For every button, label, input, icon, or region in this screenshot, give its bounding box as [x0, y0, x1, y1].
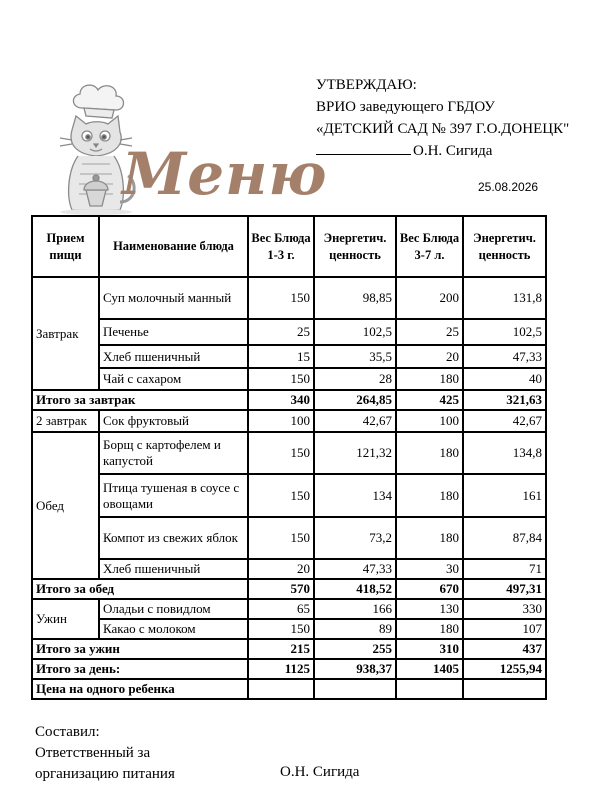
weight-1-3: 25	[248, 319, 314, 345]
energy-3-7: 102,5	[463, 319, 546, 345]
total-weight-3-7: 425	[396, 390, 463, 410]
weight-1-3: 65	[248, 599, 314, 619]
approval-title: УТВЕРЖДАЮ:	[316, 77, 417, 93]
header-meal: Прием пищи	[32, 216, 99, 277]
energy-3-7: 71	[463, 559, 546, 579]
total-label: Итого за обед	[32, 579, 248, 599]
price-cell	[314, 679, 396, 699]
weight-1-3: 150	[248, 368, 314, 390]
header-weight-1-3: Вес Блюда 1-3 г.	[248, 216, 314, 277]
total-energy-3-7: 497,31	[463, 579, 546, 599]
energy-1-3: 47,33	[314, 559, 396, 579]
price-label: Цена на одного ребенка	[32, 679, 248, 699]
energy-3-7: 47,33	[463, 345, 546, 368]
total-weight-3-7: 310	[396, 639, 463, 659]
weight-3-7: 180	[396, 368, 463, 390]
dish-name: Оладьи с повидлом	[99, 599, 248, 619]
weight-3-7: 20	[396, 345, 463, 368]
dish-name: Хлеб пшеничный	[99, 345, 248, 368]
meal-lunch: Обед	[32, 432, 99, 579]
energy-1-3: 134	[314, 474, 396, 517]
dish-name: Какао с молоком	[99, 619, 248, 639]
total-row-day	[32, 659, 546, 679]
menu-logo-text: Меню	[122, 140, 328, 208]
footer-organization: организацию питания	[35, 766, 175, 782]
table-row	[32, 517, 546, 559]
dish-name: Компот из свежих яблок	[99, 517, 248, 559]
approval-signer: О.Н. Сигида	[413, 143, 493, 159]
header-energy-3-7: Энергетич. ценность	[463, 216, 546, 277]
energy-3-7: 40	[463, 368, 546, 390]
weight-3-7: 130	[396, 599, 463, 619]
table-row	[32, 599, 546, 619]
weight-1-3: 150	[248, 517, 314, 559]
price-cell	[463, 679, 546, 699]
footer-block	[35, 722, 175, 785]
energy-3-7: 87,84	[463, 517, 546, 559]
table-row	[32, 277, 546, 319]
energy-1-3: 35,5	[314, 345, 396, 368]
header-dish: Наименование блюда	[99, 216, 248, 277]
menu-date: 25.08.2026	[478, 180, 539, 194]
approval-organization: «ДЕТСКИЙ САД № 397 Г.О.ДОНЕЦК"	[316, 121, 570, 137]
total-weight-1-3: 215	[248, 639, 314, 659]
energy-1-3: 121,32	[314, 432, 396, 474]
total-weight-1-3: 1125	[248, 659, 314, 679]
header-energy-1-3: Энергетич. ценность	[314, 216, 396, 277]
energy-1-3: 166	[314, 599, 396, 619]
energy-1-3: 102,5	[314, 319, 396, 345]
total-weight-1-3: 340	[248, 390, 314, 410]
price-cell	[248, 679, 314, 699]
total-energy-1-3: 255	[314, 639, 396, 659]
energy-3-7: 107	[463, 619, 546, 639]
meal-breakfast: Завтрак	[32, 277, 99, 390]
menu-table	[31, 215, 547, 700]
weight-1-3: 20	[248, 559, 314, 579]
weight-1-3: 150	[248, 432, 314, 474]
table-row	[32, 345, 546, 368]
weight-3-7: 180	[396, 432, 463, 474]
energy-3-7: 42,67	[463, 410, 546, 432]
footer-compiled: Составил:	[35, 724, 100, 740]
table-row	[32, 474, 546, 517]
weight-1-3: 150	[248, 474, 314, 517]
table-row	[32, 619, 546, 639]
approval-block	[316, 74, 569, 162]
meal-second-breakfast: 2 завтрак	[32, 410, 99, 432]
approval-position: ВРИО заведующего ГБДОУ	[316, 99, 495, 115]
dish-name: Хлеб пшеничный	[99, 559, 248, 579]
table-row	[32, 368, 546, 390]
total-weight-1-3: 570	[248, 579, 314, 599]
total-row-breakfast	[32, 390, 546, 410]
dish-name: Сок фруктовый	[99, 410, 248, 432]
weight-3-7: 180	[396, 474, 463, 517]
dish-name: Печенье	[99, 319, 248, 345]
total-energy-1-3: 938,37	[314, 659, 396, 679]
total-label: Итого за завтрак	[32, 390, 248, 410]
meal-dinner: Ужин	[32, 599, 99, 639]
total-energy-1-3: 418,52	[314, 579, 396, 599]
table-row	[32, 559, 546, 579]
dish-name: Чай с сахаром	[99, 368, 248, 390]
energy-1-3: 28	[314, 368, 396, 390]
footer-responsible: Ответственный за	[35, 745, 151, 761]
weight-3-7: 25	[396, 319, 463, 345]
energy-1-3: 98,85	[314, 277, 396, 319]
weight-3-7: 30	[396, 559, 463, 579]
price-row	[32, 679, 546, 699]
total-energy-3-7: 437	[463, 639, 546, 659]
table-row	[32, 432, 546, 474]
weight-3-7: 200	[396, 277, 463, 319]
weight-3-7: 180	[396, 619, 463, 639]
header-weight-3-7: Вес Блюда 3-7 л.	[396, 216, 463, 277]
energy-1-3: 89	[314, 619, 396, 639]
total-weight-3-7: 670	[396, 579, 463, 599]
energy-3-7: 134,8	[463, 432, 546, 474]
approval-signature	[316, 140, 569, 162]
total-label: Итого за ужин	[32, 639, 248, 659]
total-energy-3-7: 1255,94	[463, 659, 546, 679]
weight-1-3: 150	[248, 277, 314, 319]
total-label: Итого за день:	[32, 659, 248, 679]
weight-3-7: 100	[396, 410, 463, 432]
table-header-row	[32, 216, 546, 277]
total-row-lunch	[32, 579, 546, 599]
weight-3-7: 180	[396, 517, 463, 559]
dish-name: Суп молочный манный	[99, 277, 248, 319]
table-row	[32, 410, 546, 432]
total-energy-1-3: 264,85	[314, 390, 396, 410]
menu-logo	[32, 78, 342, 218]
total-energy-3-7: 321,63	[463, 390, 546, 410]
table-row	[32, 319, 546, 345]
energy-3-7: 131,8	[463, 277, 546, 319]
energy-3-7: 161	[463, 474, 546, 517]
total-weight-3-7: 1405	[396, 659, 463, 679]
energy-1-3: 42,67	[314, 410, 396, 432]
dish-name: Птица тушеная в соусе с овощами	[99, 474, 248, 517]
weight-1-3: 100	[248, 410, 314, 432]
weight-1-3: 15	[248, 345, 314, 368]
dish-name: Борщ с картофелем и капустой	[99, 432, 248, 474]
total-row-dinner	[32, 639, 546, 659]
energy-3-7: 330	[463, 599, 546, 619]
weight-1-3: 150	[248, 619, 314, 639]
price-cell	[396, 679, 463, 699]
energy-1-3: 73,2	[314, 517, 396, 559]
footer-signer: О.Н. Сигида	[280, 764, 360, 780]
